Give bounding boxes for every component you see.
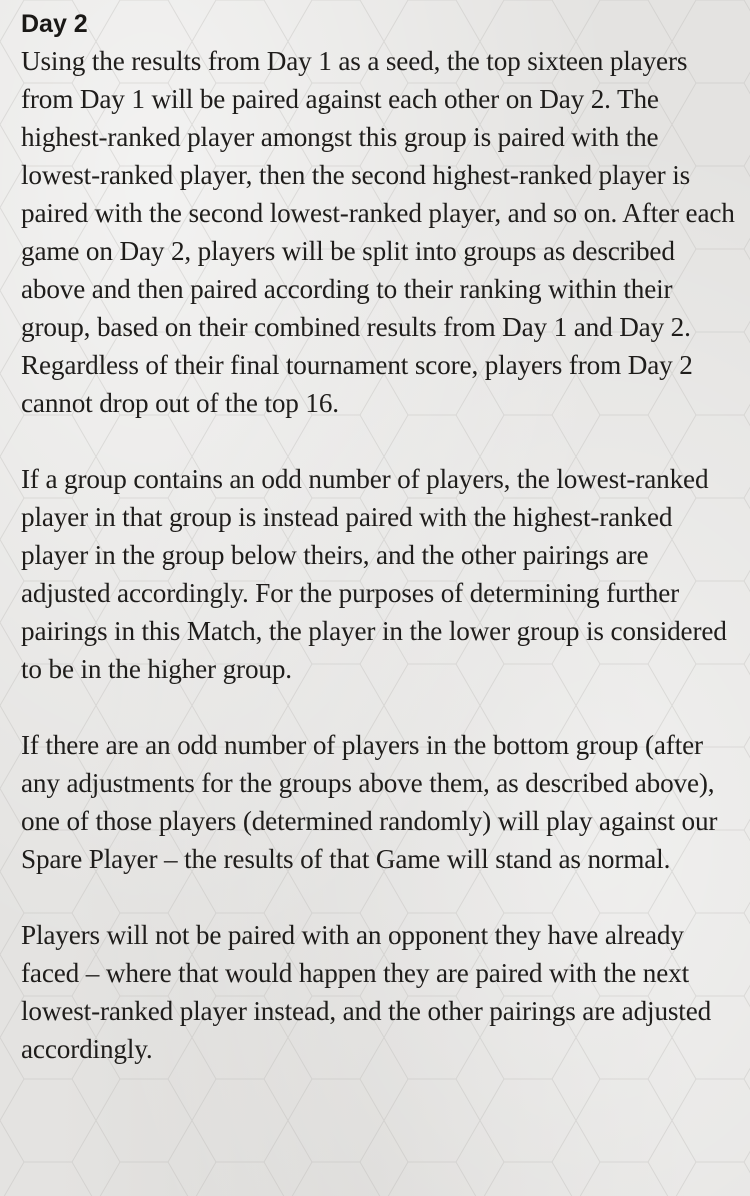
rules-section — [21, 6, 736, 1106]
section-heading: Day 2 — [21, 10, 88, 38]
paragraph-spare-player: If there are an odd number of players in the bottom group (after any adjustments for the groups above them, as described above), one of those players (determined randomly) will play against our Spare Player – the results of that Game will stand as normal. — [21, 730, 718, 874]
paragraph-seeding: Using the results from Day 1 as a seed, the top sixteen players from Day 1 will be paired against each other on Day 2. The highest-ranked player amongst this group is paired with the lowest-ranked player, then the second highest-ranked player is paired with the second lowest-ranked player, and so on. After each game on Day 2, players will be split into groups as described above and then paired according to their ranking within their group, based on their combined results from Day 1 and Day 2. Regardless of their final tournament score, players from Day 2 cannot drop out of the top 16. — [21, 46, 735, 418]
paragraph-no-rematch: Players will not be paired with an opponent they have already faced – where that would happen they are paired with the next lowest-ranked player instead, and the other pairings are adjusted accordingly. — [21, 920, 712, 1064]
paragraph-odd-group: If a group contains an odd number of players, the lowest-ranked player in that group is instead paired with the highest-ranked player in the group below theirs, and the other pairings are adjusted accordingly. For the purposes of determining further pairings in this Match, the player in the lower group is considered to be in the higher group. — [21, 464, 727, 684]
